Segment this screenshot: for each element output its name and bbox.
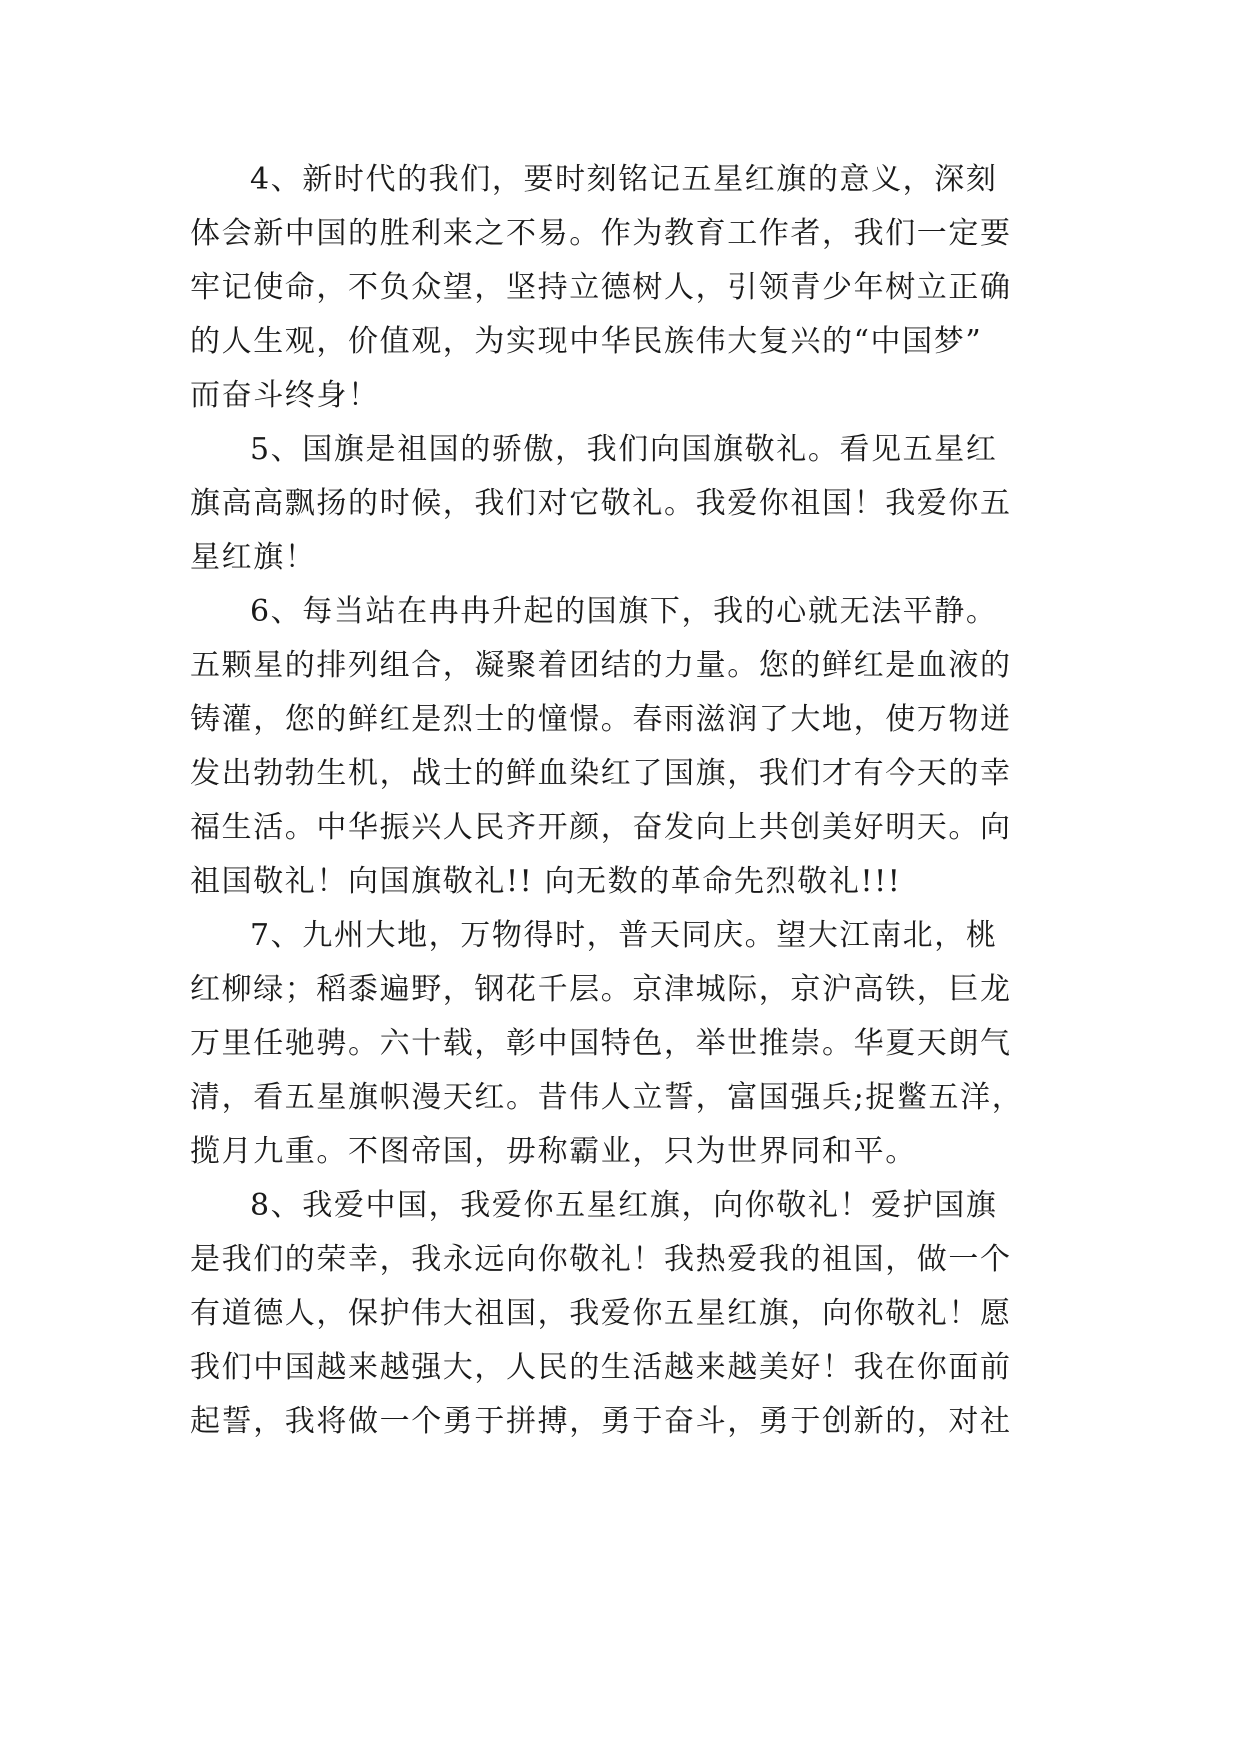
paragraph-7-line-4: 清，看五星旗帜漫天红。昔伟人立誓，富国强兵;捉鳖五洋， [190,1080,1024,1115]
paragraph-6-line-4: 发出勃勃生机，战士的鲜血染红了国旗，我们才有今天的幸 [190,756,1012,791]
paragraph-5-line-1: 5、国旗是祖国的骄傲，我们向国旗敬礼。看见五星红 [250,432,998,467]
paragraph-7-line-2: 红柳绿；稻黍遍野，钢花千层。京津城际，京沪高铁，巨龙 [190,972,1012,1007]
paragraph-6-line-3: 铸灌，您的鲜红是烈士的憧憬。春雨滋润了大地，使万物迸 [190,702,1012,737]
paragraph-7-line-5: 揽月九重。不图帝国，毋称霸业，只为世界同和平。 [190,1134,917,1169]
paragraph-6-line-1: 6、每当站在冉冉升起的国旗下，我的心就无法平静。 [250,594,998,629]
paragraph-4-line-5: 而奋斗终身！ [190,378,380,413]
paragraph-6-line-6: 祖国敬礼！向国旗敬礼!! 向无数的革命先烈敬礼!!! [190,864,902,899]
paragraph-4-line-3: 牢记使命，不负众望，坚持立德树人，引领青少年树立正确 [190,270,1012,305]
paragraph-8-line-2: 是我们的荣幸，我永远向你敬礼！我热爱我的祖国，做一个 [190,1242,1012,1277]
paragraph-4-line-4: 的人生观，价值观，为实现中华民族伟大复兴的“中国梦” [190,324,983,359]
paragraph-4-line-1: 4、新时代的我们，要时刻铭记五星红旗的意义，深刻 [250,162,998,197]
paragraph-4-line-2: 体会新中国的胜利来之不易。作为教育工作者，我们一定要 [190,216,1012,251]
paragraph-6-line-5: 福生活。中华振兴人民齐开颜，奋发向上共创美好明天。向 [190,810,1012,845]
paragraph-5-line-2: 旗高高飘扬的时候，我们对它敬礼。我爱你祖国！我爱你五 [190,486,1012,521]
paragraph-8-line-4: 我们中国越来越强大，人民的生活越来越美好！我在你面前 [190,1350,1012,1385]
paragraph-6-line-2: 五颗星的排列组合，凝聚着团结的力量。您的鲜红是血液的 [190,648,1012,683]
paragraph-8-line-1: 8、我爱中国，我爱你五星红旗，向你敬礼！爱护国旗 [250,1188,998,1223]
paragraph-8-line-5: 起誓，我将做一个勇于拼搏，勇于奋斗，勇于创新的，对社 [190,1404,1012,1439]
paragraph-7-line-1: 7、九州大地，万物得时，普天同庆。望大江南北，桃 [250,918,998,953]
paragraph-7-line-3: 万里任驰骋。六十载，彰中国特色，举世推崇。华夏天朗气 [190,1026,1012,1061]
paragraph-5-line-3: 星红旗！ [190,540,317,575]
paragraph-8-line-3: 有道德人，保护伟大祖国，我爱你五星红旗，向你敬礼！愿 [190,1296,1012,1331]
